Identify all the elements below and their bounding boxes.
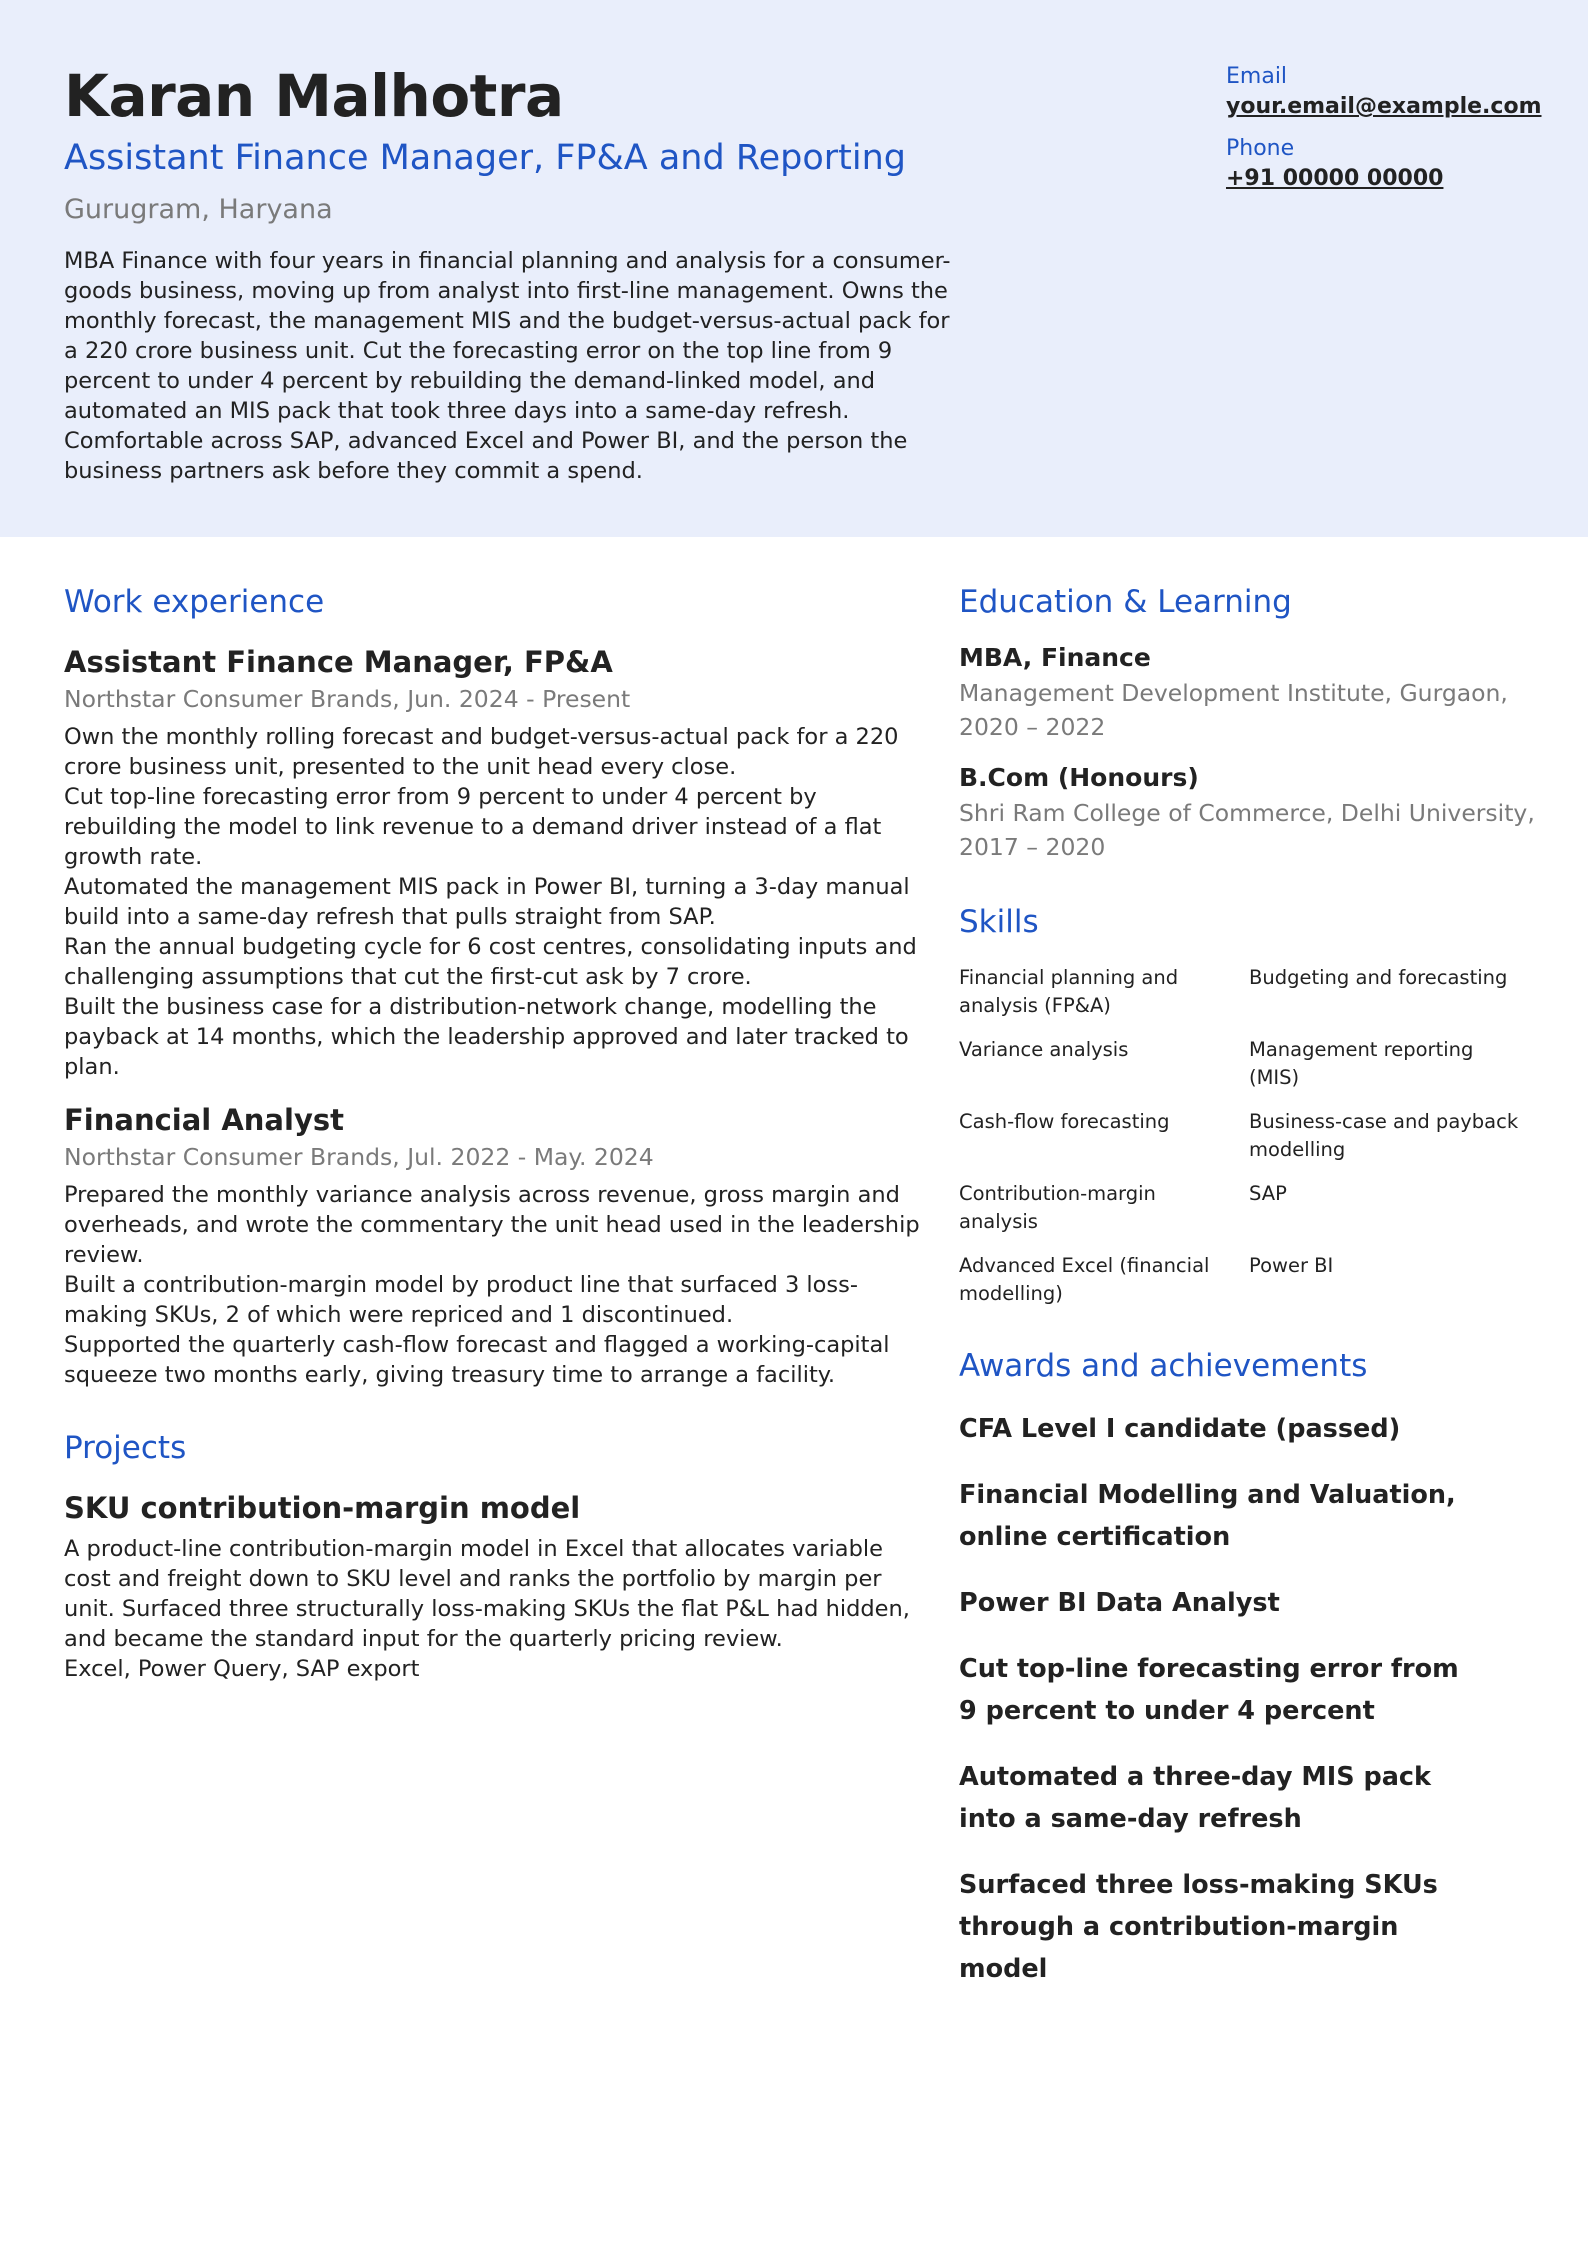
awards-section [959,1344,1559,1990]
job-entry [64,642,924,1082]
job-bullet: Prepared the monthly variance analysis across revenue, gross margin and overheads, and wrote the commentary the unit head used in the leadership review. [64,1182,920,1268]
section-title-education: Education & Learning [959,584,1292,620]
job-bullet: Built the business case for a distribution-network change, modelling the payback at 14 months, which the leadership approved and later tracked to plan. [64,994,909,1080]
skill-item: Power BI [1249,1254,1334,1277]
skill-item: Business-case and payback modelling [1249,1110,1519,1161]
skill-item: Budgeting and forecasting [1249,966,1508,989]
job-bullet: Supported the quarterly cash-flow forecast and flagged a working-capital squeeze two months early, giving treasury time to arrange a facility. [64,1332,890,1388]
education-section [959,580,1559,864]
contact-block [1226,62,1566,194]
skill-item: Management reporting (MIS) [1249,1038,1474,1089]
job-meta: Northstar Consumer Brands, Jun. 2024 - Present [64,685,631,713]
degree-title: B.Com (Honours) [959,763,1199,792]
award-item: Power BI Data Analyst [959,1588,1280,1618]
skill-item: Contribution-margin analysis [959,1182,1156,1233]
skill-item: Financial planning and analysis (FP&A) [959,966,1179,1017]
degree-meta: Management Development Institute, Gurgaon, 2020 – 2022 [959,679,1508,741]
candidate-role: Assistant Finance Manager, FP&A and Reporting [64,138,906,178]
job-bullets [64,1180,924,1390]
project-title: SKU contribution-margin model [64,1491,581,1525]
award-item: Surfaced three loss-making SKUs through a contribution-margin model [959,1870,1438,1984]
skill-item: Advanced Excel (financial modelling) [959,1254,1210,1305]
phone-link[interactable]: +91 00000 00000 [1226,166,1444,191]
work-section [64,580,924,1390]
skills-section [959,900,1559,1308]
project-entry [64,1488,924,1684]
award-item: CFA Level I candidate (passed) [959,1414,1401,1444]
job-bullet: Own the monthly rolling forecast and budget-versus-actual pack for a 220 crore business unit, presented to the unit head every close. [64,724,899,780]
job-title: Financial Analyst [64,1103,344,1137]
phone-label: Phone [1226,136,1295,161]
left-column [64,580,924,1684]
project-description: A product-line contribution-margin model in Excel that allocates variable cost and freight down to SKU level and ranks the portfolio by margin per unit. Surfaced three structurally loss-making SKUs the flat P&L had hidden, and became the standard input for the quarterly pricing review. [64,1536,910,1652]
skills-grid [959,964,1559,1308]
skill-item: Cash-flow forecasting [959,1110,1170,1133]
job-bullet: Built a contribution-margin model by product line that surfaced 3 loss-making SKUs, 2 of which were repriced and 1 discontinued. [64,1272,858,1328]
degree-title: MBA, Finance [959,643,1151,672]
section-title-skills: Skills [959,904,1039,940]
degree-meta: Shri Ram College of Commerce, Delhi University, 2017 – 2020 [959,799,1535,861]
profile-summary: MBA Finance with four years in financial planning and analysis for a consumer-goods business, moving up from analyst into first-line management. Owns the monthly forecast, the management MIS and the budget-versus-actual pack for a 220 crore business unit. Cut the forecasting error on the top line from 9 percent to under 4 percent by rebuilding the demand-linked model, and automated an MIS pack that took three days into a same-day refresh. Comfortable across SAP, advanced Excel and Power BI, and the person the business partners ask before they commit a spend. [64,248,951,484]
candidate-name: Karan Malhotra [64,62,564,130]
job-bullet: Automated the management MIS pack in Power BI, turning a 3-day manual build into a same-day refresh that pulls straight from SAP. [64,874,910,930]
awards-list [959,1408,1559,1990]
job-title: Assistant Finance Manager, FP&A [64,645,613,679]
candidate-location: Gurugram, Haryana [64,194,333,225]
email-link[interactable]: your.email@example.com [1226,94,1542,119]
email-label: Email [1226,64,1288,89]
skill-item: Variance analysis [959,1038,1129,1061]
header-band [0,0,1588,537]
job-bullet: Ran the annual budgeting cycle for 6 cost centres, consolidating inputs and challenging assumptions that cut the first-cut ask by 7 crore. [64,934,917,990]
section-title-work: Work experience [64,584,325,620]
job-bullets [64,722,924,1082]
award-item: Financial Modelling and Valuation, online certification [959,1480,1456,1552]
education-entry [959,760,1559,864]
right-column [959,580,1559,1990]
award-item: Cut top-line forecasting error from 9 percent to under 4 percent [959,1654,1459,1726]
phone-group [1226,134,1566,194]
job-bullet: Cut top-line forecasting error from 9 percent to under 4 percent by rebuilding the model to link revenue to a demand driver instead of a flat growth rate. [64,784,882,870]
award-item: Automated a three-day MIS pack into a same-day refresh [959,1762,1431,1834]
section-title-projects: Projects [64,1430,187,1466]
job-meta: Northstar Consumer Brands, Jul. 2022 - May. 2024 [64,1143,654,1171]
skill-item: SAP [1249,1182,1287,1205]
job-entry [64,1100,924,1390]
email-group [1226,62,1566,122]
education-entry [959,640,1559,744]
project-tools: Excel, Power Query, SAP export [64,1656,420,1682]
projects-section [64,1426,924,1684]
section-title-awards: Awards and achievements [959,1348,1368,1384]
